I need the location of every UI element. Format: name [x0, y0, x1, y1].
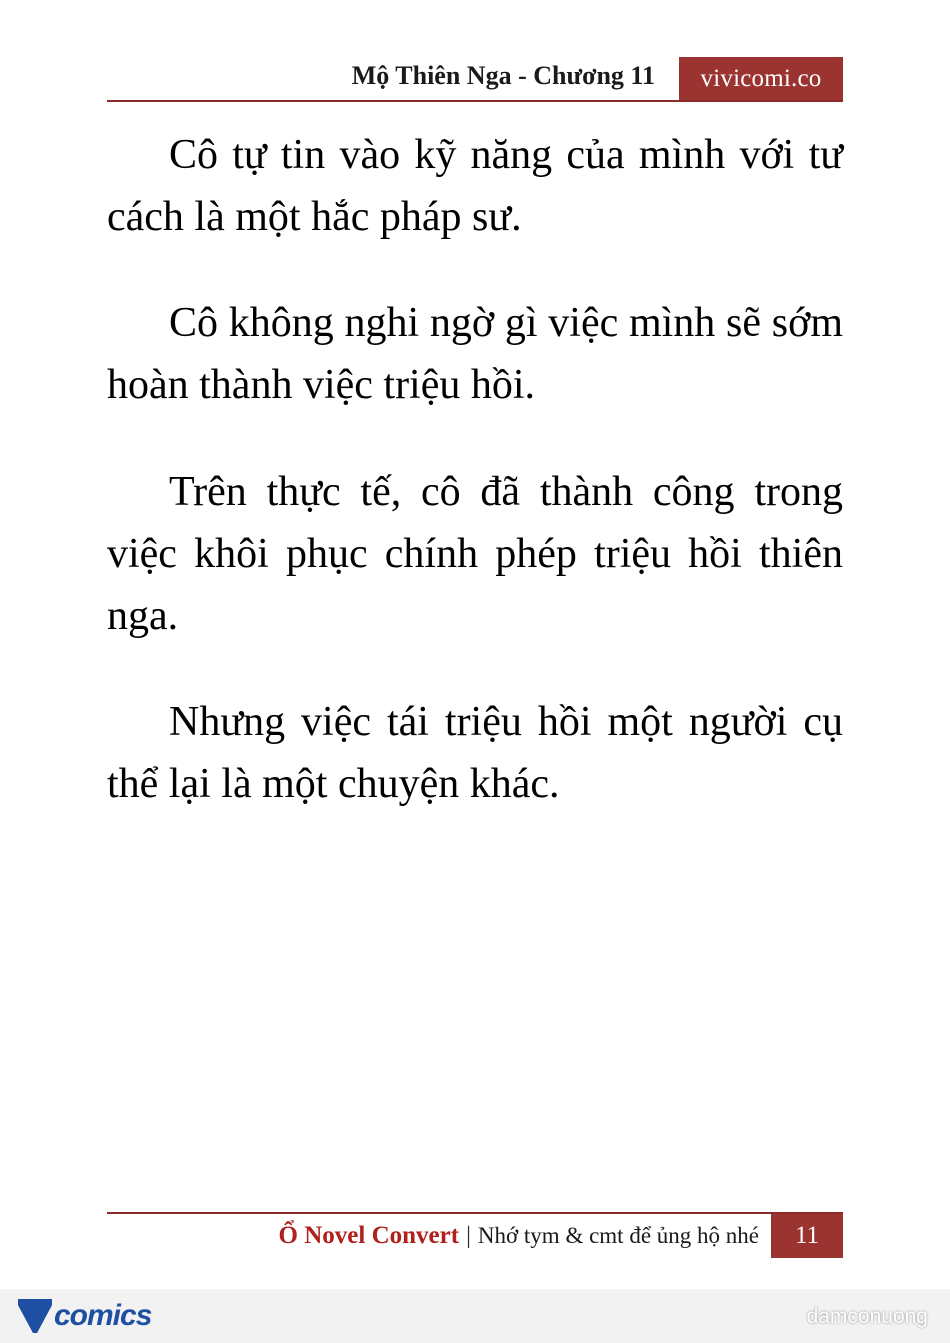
page-header-title: Mộ Thiên Nga - Chương 11 — [351, 61, 655, 90]
page-number: 11 — [794, 1222, 820, 1249]
page-header — [107, 57, 843, 101]
footer-credit — [279, 1222, 759, 1250]
site-badge-label: vivicomi.co — [700, 65, 822, 92]
header-divider — [107, 100, 843, 102]
footer-content — [107, 1214, 843, 1258]
page-number-badge — [771, 1214, 843, 1258]
footer-brand: Ổ Novel Convert — [278, 1222, 460, 1249]
vcomics-logo-text: comics — [54, 1299, 152, 1332]
footer-note: Nhớ tym & cmt để ủng hộ nhé — [477, 1223, 759, 1248]
paragraph: Cô không nghi ngờ gì việc mình sẽ sớm hoàn thành việc triệu hồi. — [107, 300, 843, 409]
watermark-text: damconuong — [806, 1305, 928, 1328]
paragraph: Trên thực tế, cô đã thành công trong việc khôi phục chính phép triệu hồi thiên nga. — [107, 468, 843, 639]
vcomics-v-icon — [18, 1299, 52, 1333]
page-footer — [107, 1212, 843, 1258]
chapter-body — [107, 124, 843, 815]
paragraph: Nhưng việc tái triệu hồi một người cụ thể lại là một chuyện khác. — [107, 699, 843, 808]
paragraph: Cô tự tin vào kỹ năng của mình với tư cách là một hắc pháp sư. — [107, 132, 843, 241]
vcomics-logo — [18, 1296, 151, 1336]
site-badge — [679, 57, 843, 101]
bottom-overlay-bar — [0, 1289, 950, 1343]
footer-separator: | — [466, 1223, 471, 1249]
